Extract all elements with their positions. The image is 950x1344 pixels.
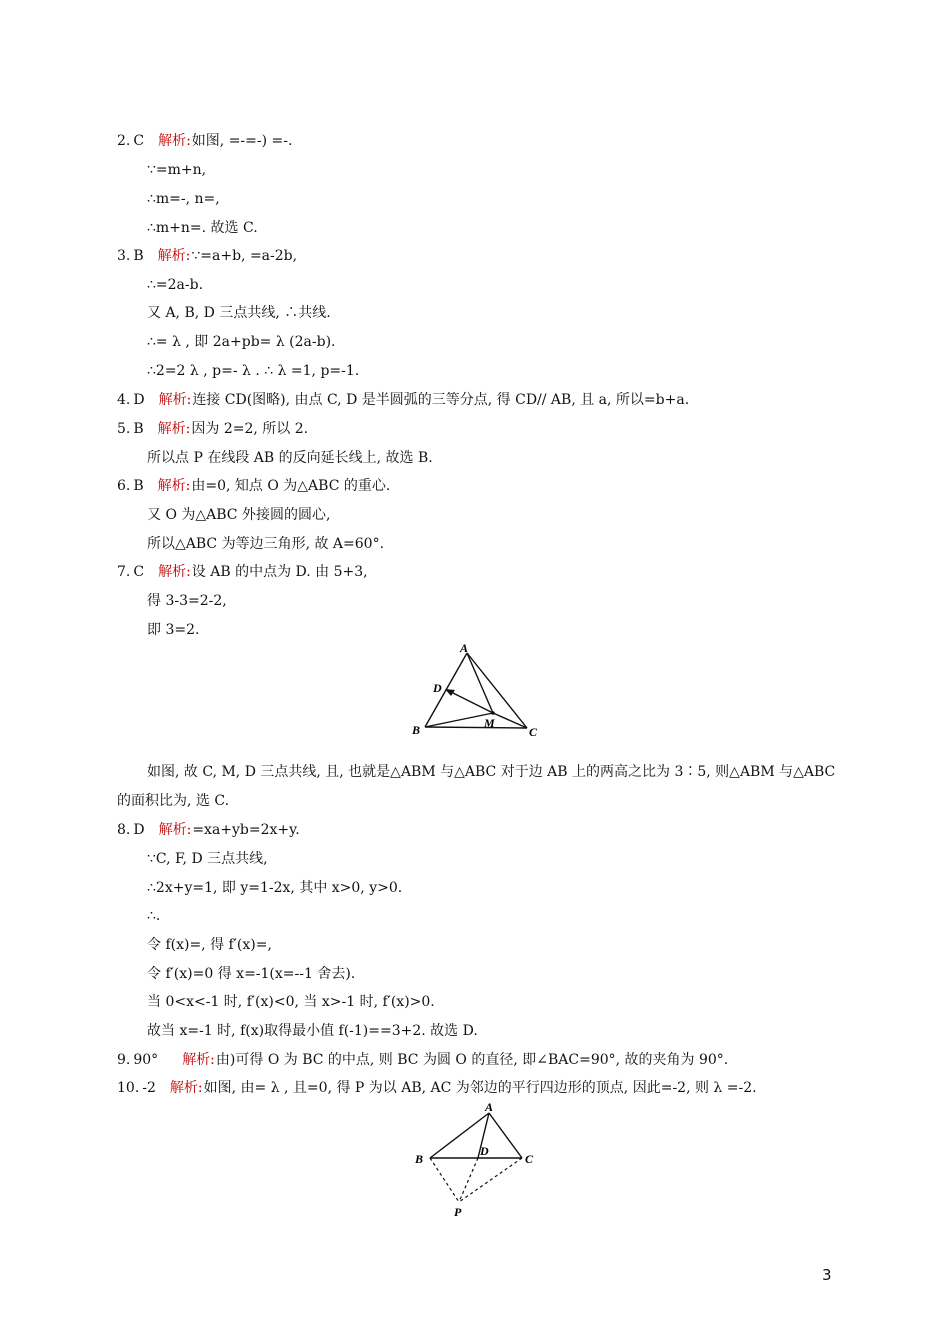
item-5-header: [117, 418, 308, 440]
answer: C: [133, 564, 145, 580]
solution-line: 又 O 为△ABC 外接圆的圆心,: [147, 507, 331, 523]
solution-text: 如图, 由= λ , 且=0, 得 P 为以 AB, AC 为邻边的平行四边形的顶点, 因此=-2, 则 λ =-2.: [203, 1080, 757, 1096]
item-number: 8.: [117, 822, 131, 838]
analysis-label: 解析:: [158, 133, 191, 149]
solution-line: 所以点 P 在线段 AB 的反向延长线上, 故选 B.: [147, 450, 433, 466]
item-number: 2.: [117, 133, 131, 149]
solution-text: 由=0, 知点 O 为△ABC 的重心.: [191, 478, 391, 494]
label-d: D: [480, 1144, 489, 1158]
label-m: M: [484, 716, 495, 730]
item-4-header: [117, 389, 689, 411]
analysis-label: 解析:: [157, 248, 191, 264]
solution-text: 因为 2=2, 所以 2.: [191, 421, 309, 437]
page-number: 3: [822, 1266, 832, 1284]
solution-line: 令 f′(x)=0 得 x=-1(x=--1 舍去).: [147, 966, 356, 982]
answer: D: [133, 392, 145, 408]
edge-ac: [489, 1113, 522, 1158]
analysis-label: 解析:: [157, 478, 191, 494]
solution-line: ∴.: [147, 908, 161, 924]
solution-line: 故当 x=-1 时, f(x)取得最小值 f(-1)==3+2. 故选 D.: [147, 1023, 478, 1039]
solution-line: ∵C, F, D 三点共线,: [147, 851, 268, 867]
label-d: D: [433, 681, 442, 695]
item-2-header: [117, 130, 292, 152]
solution-text: ∵=a+b, =a-2b,: [191, 248, 298, 264]
solution-line: ∵=m+n,: [147, 162, 207, 178]
solution-line: 令 f(x)=, 得 f′(x)=,: [147, 937, 272, 953]
answer: C: [133, 133, 145, 149]
solution-line: 即 3=2.: [147, 622, 200, 638]
label-a: A: [485, 1100, 494, 1114]
item-number: 7.: [117, 564, 131, 580]
analysis-label: 解析:: [158, 822, 192, 838]
item-3-header: [117, 245, 297, 267]
edge-cp: [459, 1158, 522, 1202]
answer: B: [133, 478, 144, 494]
answer: D: [133, 822, 145, 838]
solution-text: 连接 CD(图略), 由点 C, D 是半圆弧的三等分点, 得 CD// AB, 且 a, 所以=b+a.: [192, 392, 690, 408]
analysis-label: 解析:: [182, 1052, 215, 1068]
item-number: 5.: [117, 421, 131, 437]
solution-paragraph: 如图, 故 C, M, D 三点共线, 且, 也就是△ABM 与△ABC 对于边 AB 上的两高之比为 3∶5, 则△ABM 与△ABC 的面积比为, 选 C.: [117, 764, 836, 809]
segment-am: [467, 653, 493, 713]
item-8-header: [117, 819, 300, 841]
analysis-label: 解析:: [169, 1080, 203, 1096]
solution-line: 得 3-3=2-2,: [147, 593, 227, 609]
solution-line: ∴=2a-b.: [147, 277, 204, 293]
point-m: [491, 711, 495, 715]
answer: 90°: [133, 1052, 159, 1068]
analysis-label: 解析:: [158, 392, 192, 408]
solution-line: 当 0<x<-1 时, f′(x)<0, 当 x>-1 时, f′(x)>0.: [147, 994, 435, 1010]
edge-bp: [430, 1158, 459, 1202]
answer: -2: [142, 1080, 156, 1096]
solution-text: 如图, =-=-) =-.: [191, 133, 293, 149]
solution-line: ∴2=2 λ , p=- λ . ∴ λ =1, p=-1.: [147, 363, 360, 379]
label-p: P: [454, 1205, 462, 1219]
item-number: 9.: [117, 1052, 131, 1068]
solution-text: 由)可得 O 为 BC 的中点, 则 BC 为圆 O 的直径, 即∠BAC=90°, 故的夹角为 90°.: [215, 1052, 729, 1068]
analysis-label: 解析:: [157, 421, 191, 437]
edge-bc: [425, 727, 527, 728]
solution-line: ∴= λ , 即 2a+pb= λ (2a-b).: [147, 334, 336, 350]
answer: B: [133, 421, 144, 437]
solution-text: 设 AB 的中点为 D. 由 5+3,: [191, 564, 368, 580]
item-9-header: [117, 1049, 728, 1071]
figure-parallelogram: [405, 1098, 545, 1223]
solution-line: 所以△ABC 为等边三角形, 故 A=60°.: [147, 536, 385, 552]
item-number: 3.: [117, 248, 131, 264]
solution-line: ∴2x+y=1, 即 y=1-2x, 其中 x>0, y>0.: [147, 880, 403, 896]
label-c: C: [525, 1152, 534, 1166]
analysis-label: 解析:: [158, 564, 191, 580]
item-6-header: [117, 475, 390, 497]
segment-mc: [493, 713, 527, 728]
segment-dp: [459, 1158, 478, 1202]
solution-text: =xa+yb=2x+y.: [192, 822, 300, 838]
vector-md: [447, 690, 493, 713]
item-number: 10.: [117, 1080, 140, 1096]
answer: B: [133, 248, 144, 264]
solution-line: 又 A, B, D 三点共线, ∴共线.: [147, 305, 331, 321]
segment-bm: [425, 713, 493, 727]
item-7-header: [117, 561, 368, 583]
item-number: 4.: [117, 392, 131, 408]
label-b: B: [415, 1152, 424, 1166]
label-b: B: [412, 723, 421, 737]
label-a: A: [460, 641, 469, 655]
item-number: 6.: [117, 478, 131, 494]
solution-line: ∴m=-, n=,: [147, 191, 220, 207]
solution-line: ∴m+n=. 故选 C.: [147, 220, 258, 236]
item-10-header: [117, 1077, 757, 1099]
label-c: C: [529, 725, 538, 739]
figure-triangle-abm: [405, 640, 545, 740]
